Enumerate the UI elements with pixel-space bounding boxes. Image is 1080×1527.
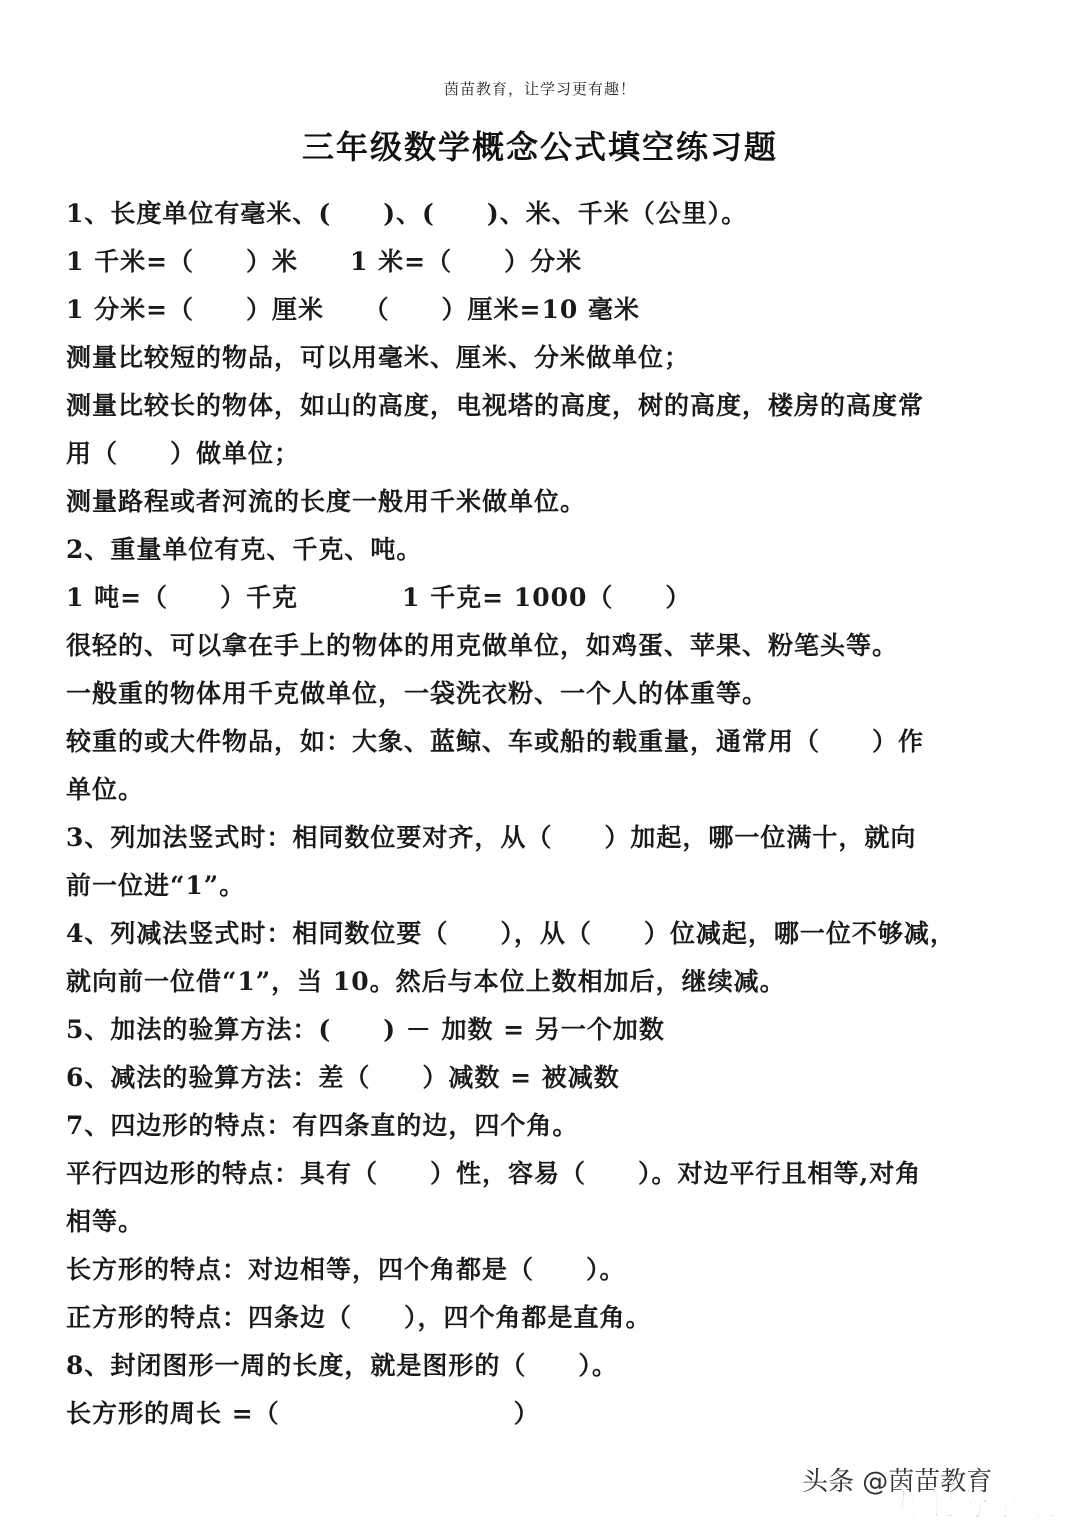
exercise-line: 单位。: [66, 775, 145, 804]
exercise-line: 就向前一位借“1”，当 10。然后与本位上数相加后，继续减。: [66, 967, 786, 996]
exercise-line: 1 分米=（ ）厘米 （ ）厘米=10 毫米: [66, 295, 640, 324]
exercise-line: 6、减法的验算方法：差（ ）减数 = 被减数: [66, 1063, 620, 1092]
exercise-line: 测量比较短的物品，可以用毫米、厘米、分米做单位；: [66, 343, 691, 372]
exercise-line: 1 吨=（ ）千克 1 千克= 1000（ ）: [66, 583, 692, 612]
page-title: 三年级数学概念公式填空练习题: [301, 128, 778, 166]
exercise-line: 用（ ）做单位；: [66, 439, 301, 468]
exercise-line: 3、列加法竖式时：相同数位要对齐，从（ ）加起，哪一位满十，就向: [66, 823, 917, 852]
exercise-line: 1、长度单位有毫米、( )、( )、米、千米（公里）。: [66, 199, 748, 228]
exercise-line: 很轻的、可以拿在手上的物体的用克做单位，如鸡蛋、苹果、粉笔头等。: [66, 631, 899, 660]
exercise-line: 2、重量单位有克、千克、吨。: [66, 535, 423, 564]
exercise-line: 平行四边形的特点：具有（ ）性，容易（ ）。对边平行且相等,对角: [66, 1159, 922, 1188]
exercise-line: 测量路程或者河流的长度一般用千米做单位。: [66, 487, 587, 516]
exercise-line: 正方形的特点：四条边（ ），四个角都是直角。: [66, 1303, 652, 1332]
exercise-line: 一般重的物体用千克做单位，一袋洗衣粉、一个人的体重等。: [66, 679, 769, 708]
account-handle: 头条 @茵苗教育: [802, 1467, 993, 1497]
exercise-line: 相等。: [66, 1207, 145, 1236]
exercise-line: 4、列减法竖式时：相同数位要（ ），从（ ）位减起，哪一位不够减，: [66, 919, 956, 948]
exercise-line: 8、封闭图形一周的长度，就是图形的（ ）。: [66, 1351, 618, 1380]
header-slogan: 茵苗教育，让学习更有趣！: [443, 80, 636, 98]
exercise-line: 长方形的周长 =（ ）: [66, 1399, 540, 1428]
exercise-line: 前一位进“1”。: [66, 871, 246, 900]
exercise-line: 长方形的特点：对边相等，四个角都是（ ）。: [66, 1255, 626, 1284]
site-watermark: 九七分享吧: [890, 1485, 1056, 1523]
exercise-line: 5、加法的验算方法：( ) － 加数 = 另一个加数: [66, 1015, 665, 1044]
footer-watermark: [802, 1461, 1062, 1521]
exercise-line: 7、四边形的特点：有四条直的边，四个角。: [66, 1111, 579, 1140]
exercise-content: [66, 190, 1026, 1438]
exercise-line: 较重的或大件物品，如：大象、蓝鲸、车或船的载重量，通常用（ ）作: [66, 727, 925, 756]
exercise-line: 1 千米=（ ）米 1 米=（ ）分米: [66, 247, 583, 276]
exercise-line: 测量比较长的物体，如山的高度，电视塔的高度，树的高度，楼房的高度常: [66, 391, 925, 420]
